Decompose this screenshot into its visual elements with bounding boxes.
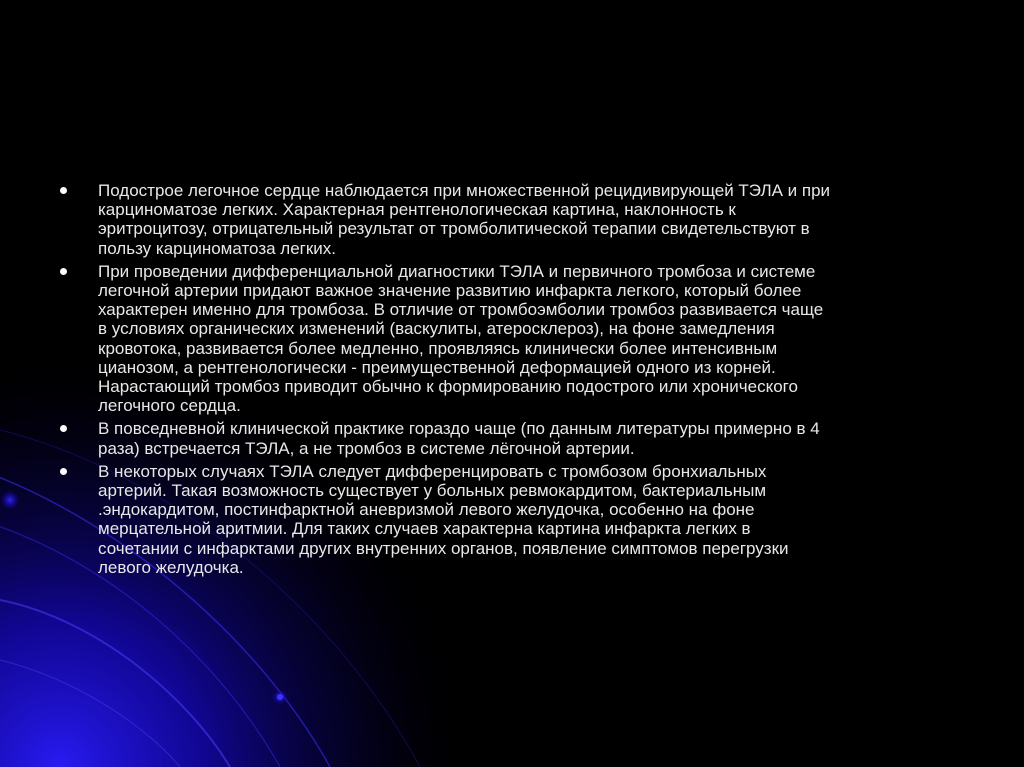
- bullet-icon: [60, 268, 67, 275]
- bullet-icon: [60, 468, 67, 475]
- list-item: [58, 419, 958, 457]
- list-item: [58, 262, 958, 416]
- bullet-text: При проведении дифференциальной диагностики ТЭЛА и первичного тромбоза и системе легочной артерии придают важное значение развитию инфаркта легкого, который более характерен именно для тромбоза. В отличие от тромбоэмболии тромбоз развивается чаще в условиях органических изменений (васкулиты, атеросклероз), на фоне замедления кровотока, развивается более медленно, проявляясь клинически более интенсивным цианозом, а рентгенологически - преимущественной деформацией одного из корней. Нарастающий тромбоз приводит обычно к формированию подострого или хронического легочного сердца.: [98, 261, 824, 416]
- list-item: [58, 462, 958, 577]
- bullet-text: В повседневной клинической практике гораздо чаще (по данным литературы примерно в 4 раза) встречается ТЭЛА, а не тромбоз в системе лёгочной артерии.: [98, 419, 820, 458]
- bullet-text: В некоторых случаях ТЭЛА следует дифференцировать с тромбозом бронхиальных артерий. Такая возможность существует у больных ревмокардитом, бактериальным .эндокардитом, постинфарктной аневризмой левого желудочка, особенно на фоне мерцательной аритмии. Для таких случаев характерна картина инфаркта легких в сочетании с инфарктами других внутренних органов, появление симптомов перегрузки левого желудочка.: [98, 461, 789, 577]
- bullet-icon: [60, 425, 67, 432]
- bullet-text: Подострое легочное сердце наблюдается при множественной рецидивирующей ТЭЛА и при карциноматозе легких. Характерная рентгенологическая картина, наклонность к эритроцитозу, отрицательный результат от тромболитической терапии свидетельствуют в пользу карциноматоза легких.: [98, 181, 831, 258]
- glow-dot-left: [0, 490, 20, 510]
- bullet-icon: [60, 187, 67, 194]
- bullet-list: [58, 181, 958, 577]
- slide-body: [58, 181, 958, 581]
- list-item: [58, 181, 958, 258]
